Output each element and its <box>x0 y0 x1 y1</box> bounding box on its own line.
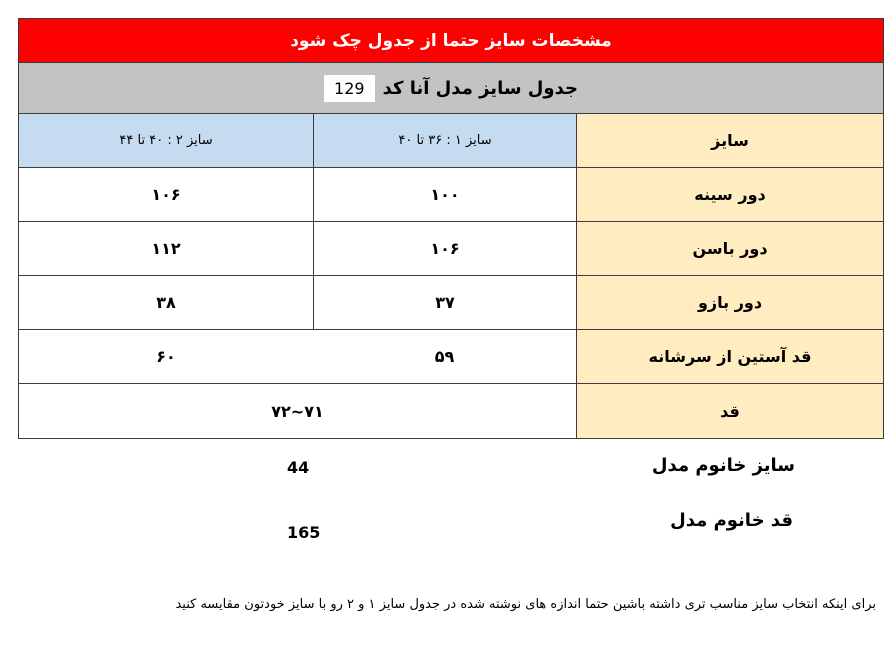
header-size-1: سایز ۱ : ۳۶ تا ۴۰ <box>313 114 576 167</box>
row-label: دور باسن <box>576 222 883 275</box>
model-size-value: 44 <box>287 458 310 477</box>
row-size-2: ۱۱۲ <box>151 239 181 258</box>
table-row <box>19 384 883 438</box>
header-size-label: سایز <box>576 114 883 167</box>
row-size-1: ۳۷ <box>313 276 576 329</box>
header-size-2: سایز ۲ : ۴۰ تا ۴۴ <box>19 114 313 167</box>
row-size-1: ۵۹ <box>434 347 455 366</box>
warning-banner-text: مشخصات سایز حتما از جدول چک شود <box>290 30 612 51</box>
row-size-2: ۱۰۶ <box>151 185 181 204</box>
row-label: دور سینه <box>576 168 883 221</box>
model-height-value: 165 <box>287 523 321 542</box>
row-label: دور بازو <box>576 276 883 329</box>
table-row <box>19 222 883 276</box>
row-size-1: ۱۰۰ <box>313 168 576 221</box>
table-row <box>19 168 883 222</box>
table-header-row <box>19 114 883 168</box>
warning-banner <box>19 19 883 63</box>
row-size-2: ۳۸ <box>156 293 176 312</box>
row-label: قد <box>576 384 883 438</box>
row-size-1: ۱۰۶ <box>313 222 576 275</box>
table-title-bar <box>19 63 883 114</box>
row-size-2: ۶۰ <box>156 347 176 366</box>
model-size-label: سایز خانوم مدل <box>651 455 795 476</box>
row-label: قد آستین از سرشانه <box>576 330 883 383</box>
product-code: 129 <box>324 75 375 102</box>
table-row <box>19 276 883 330</box>
length-value: ۷۱~۷۲ <box>271 401 324 421</box>
table-title: جدول سایز مدل آنا کد <box>382 77 578 99</box>
size-table <box>18 18 884 439</box>
table-row <box>19 330 883 384</box>
model-height-label: قد خانوم مدل <box>670 510 793 531</box>
footnote: برای اینکه انتخاب سایز مناسب تری داشته باشین حتما اندازه های نوشته شده در جدول سایز ۱ و ۲ رو با سایز خودتون مقایسه کنید <box>175 597 876 612</box>
